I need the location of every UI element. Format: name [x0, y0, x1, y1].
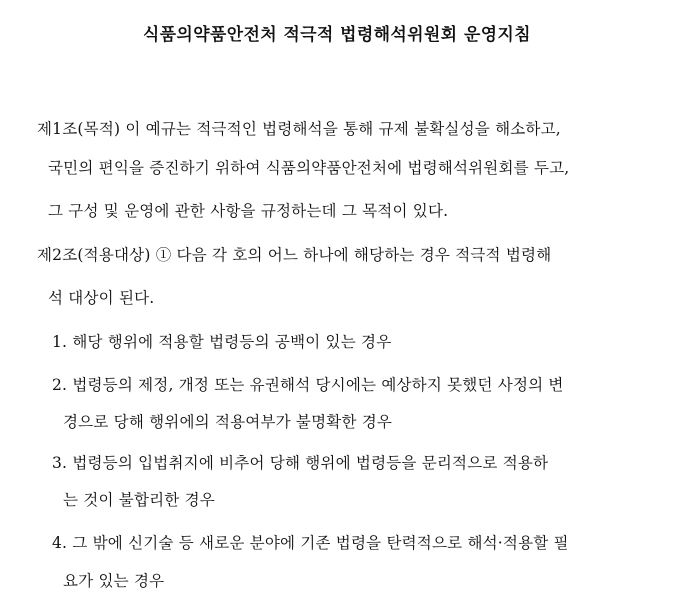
document-title: 식품의약품안전처 적극적 법령해석위원회 운영지침 [142, 25, 532, 45]
article2-item-2-line-1: 2. 법령등의 제정, 개정 또는 유권해석 당시에는 예상하지 못했던 사정의 변 [52, 376, 564, 394]
article2-item-4-line-2: 요가 있는 경우 [63, 572, 165, 590]
article2-item-4-line-1: 4. 그 밖에 신기술 등 새로운 분야에 기존 법령을 탄력적으로 해석·적용할 필 [52, 534, 569, 552]
article1-line-1: 제1조(목적) 이 예규는 적극적인 법령해석을 통해 규제 불확실성을 해소하고, [37, 120, 561, 138]
article2-line-1: 제2조(적용대상) ① 다음 각 호의 어느 하나에 해당하는 경우 적극적 법령해 [37, 246, 552, 264]
article1-line-3: 그 구성 및 운영에 관한 사항을 규정하는데 그 목적이 있다. [48, 202, 449, 220]
article2-item-3-line-2: 는 것이 불합리한 경우 [63, 491, 215, 509]
article2-item-3-line-1: 3. 법령등의 입법취지에 비추어 당해 행위에 법령등을 문리적으로 적용하 [52, 454, 549, 472]
article2-item-2-line-2: 경으로 당해 행위에의 적용여부가 불명확한 경우 [63, 413, 393, 431]
article2-line-2: 석 대상이 된다. [48, 289, 155, 307]
article2-item-1-line-1: 1. 해당 행위에 적용할 법령등의 공백이 있는 경우 [52, 333, 392, 351]
article1-line-2: 국민의 편익을 증진하기 위하여 식품의약품안전처에 법령해석위원회를 두고, [48, 159, 570, 177]
